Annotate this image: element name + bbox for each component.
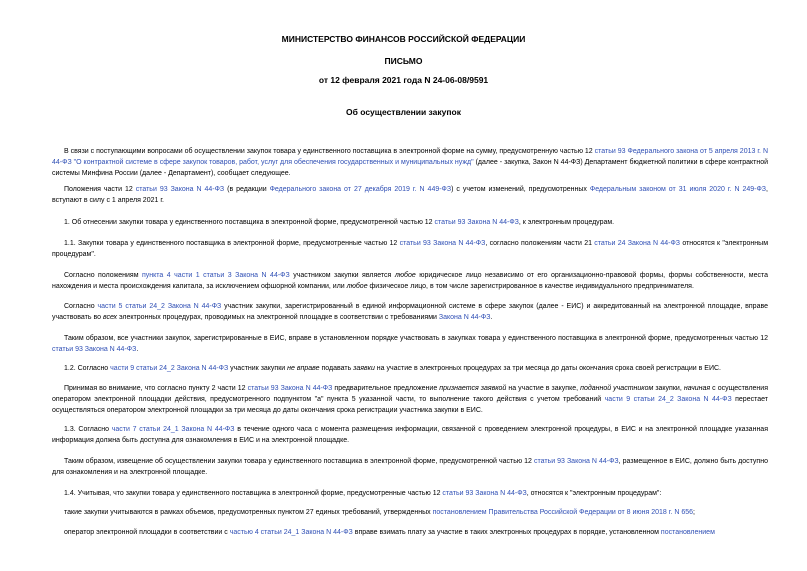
text: .	[136, 346, 139, 353]
text: Таким образом, извещение об осуществлении закупки товара у единственного поставщика в электронной форме, предусмотренной частью 12	[64, 458, 534, 465]
text: 1.1. Закупки товара у единственного поставщика в электронной форме, предусмотренные частью 12	[64, 240, 400, 247]
text: подавать	[319, 365, 354, 372]
text: Положения части 12	[64, 186, 136, 193]
law-link-art93[interactable]: статьи 93 Закона N 44-ФЗ	[434, 219, 519, 226]
text: участник закупки	[228, 365, 288, 372]
emphasis: признается заявкой	[439, 385, 507, 392]
text: Таким образом, все участники закупок, зарегистрированные в ЕИС, вправе в установленном порядке участвовать в закупках товара у единственного поставщика в электронной форме, предусмотренных частью 12	[64, 335, 768, 342]
paragraph-1-1	[52, 238, 768, 260]
text: с осуществления оператором электронной площадки действия, предусмотренного подпунктом "а" пункта 5 указанной части, то выполнение такого действия с учетом требований	[52, 385, 768, 403]
text: (в редакции	[224, 186, 270, 193]
text: В связи с поступающими вопросами об осуществлении закупок товара у единственного поставщика в электронной форме на сумму, предусмотренную частью 12	[64, 148, 595, 155]
law-link-art93[interactable]: статьи 93 Закона N 44-ФЗ	[533, 458, 619, 465]
text: 1.2. Согласно	[64, 365, 111, 372]
text: закупки,	[653, 385, 684, 392]
text: на участие в закупке,	[506, 385, 581, 392]
law-link-art93[interactable]: статьи 93 Закона N 44-ФЗ	[52, 346, 137, 353]
paragraph-1-4	[52, 488, 768, 499]
text: относятся к "электронным процедурам".	[52, 240, 768, 258]
text: 1. Об отнесении закупки товара у единственного поставщика в электронной форме, предусмотренной частью 12	[64, 219, 435, 226]
paragraph-operator-fee	[52, 527, 768, 538]
law-link-449fz[interactable]: Федерального закона от 27 декабря 2019 г. N 449-ФЗ	[269, 186, 452, 193]
law-link-44fz[interactable]: Закона N 44-ФЗ	[438, 314, 491, 321]
paragraph-volumes	[52, 507, 768, 518]
paragraph-intro	[52, 146, 768, 179]
law-link-44fz[interactable]: статьи 93 Федерального закона от 5 апреля 2013 г. N 44-ФЗ "О контрактной системе в сфере закупок товаров, работ, услуг для обеспечения государственных и муниципальных нужд"	[52, 148, 768, 166]
document-date-number: от 12 февраля 2021 года N 24-06-08/9591	[318, 75, 489, 85]
law-link-art24-2-p9[interactable]: части 9 статьи 24_2 Закона N 44-ФЗ	[110, 365, 229, 372]
law-link-resolution-656[interactable]: постановлением Правительства Российской Федерации от 8 июня 2018 г. N 656	[432, 509, 694, 516]
text: 1.3. Согласно	[64, 426, 112, 433]
law-link-resolution[interactable]: постановлением	[660, 529, 715, 536]
text: вправе взимать плату за участие в таких электронных процедурах в порядке, установленном	[352, 529, 661, 536]
text: ) с учетом изменений, предусмотренных	[451, 186, 590, 193]
text: Принимая во внимание, что согласно пункту 2 части 12	[64, 385, 248, 392]
law-link-art93[interactable]: статьи 93 Закона N 44-ФЗ	[399, 240, 486, 247]
paragraph-registered	[52, 301, 768, 323]
text: , вступают в силу с 1 апреля 2021 г.	[52, 186, 768, 204]
emphasis: заявки	[353, 365, 375, 372]
ministry-title: МИНИСТЕРСТВО ФИНАНСОВ РОССИЙСКОЙ ФЕДЕРАЦИИ	[281, 34, 526, 44]
paragraph-preliminary-offer	[52, 383, 768, 416]
law-link-art24-2-p5[interactable]: части 5 статьи 24_2 Закона N 44-ФЗ	[97, 303, 222, 310]
paragraph-conclusion-1	[52, 333, 768, 355]
text: Согласно положениям	[64, 272, 142, 279]
law-link-art24[interactable]: статьи 24 Закона N 44-ФЗ	[594, 240, 681, 247]
law-link-art24-1-p7[interactable]: части 7 статьи 24_1 Закона N 44-ФЗ	[111, 426, 235, 433]
emphasis: любое	[346, 283, 368, 290]
text: Согласно	[64, 303, 98, 310]
law-link-art24-1-p4[interactable]: частью 4 статьи 24_1 Закона N 44-ФЗ	[229, 529, 353, 536]
emphasis: не вправе	[287, 365, 320, 372]
text: ;	[693, 509, 695, 516]
emphasis: поданной участником	[580, 385, 654, 392]
emphasis: начиная	[683, 385, 711, 392]
paragraph-conclusion-2	[52, 456, 768, 478]
document-type: ПИСЬМО	[384, 56, 423, 66]
law-link-art93[interactable]: статьи 93 Закона N 44-ФЗ	[247, 385, 333, 392]
text: участник закупки, зарегистрированный в единой информационной системе в сфере закупок (далее - ЕИС) и аккредитованный на электронной площадке, вправе участвовать во	[52, 303, 769, 321]
text: в течение одного часа с момента размещения информации, связанной с проведением электронной процедуры, в ЕИС и на электронной площадке указанная информация должна быть доступна для ознакомления в ЕИС и на электронной площадке.	[52, 426, 768, 444]
text: электронных процедурах, проводимых на электронной площадке в соответствии с требованиями	[117, 314, 439, 321]
text: на участие в электронных процедурах за три месяца до даты окончания срока своей регистрации в ЕИС.	[374, 365, 721, 372]
law-link-art24-2-p9[interactable]: части 9 статьи 24_2 Закона N 44-ФЗ	[604, 396, 732, 403]
emphasis: всех	[102, 314, 118, 321]
law-link-249fz[interactable]: Федеральным законом от 31 июля 2020 г. N 249-ФЗ	[589, 186, 767, 193]
law-link-art3[interactable]: пункта 4 части 1 статьи 3 Закона N 44-ФЗ	[142, 272, 290, 279]
text: физическое лицо, в том числе зарегистрированное в качестве индивидуального предпринимателя.	[367, 283, 694, 290]
text: перестает осуществляться оператором электронной площадки за три месяца до даты окончания срока регистрации участника закупки в ЕИС.	[52, 396, 768, 414]
text: , к электронным процедурам.	[518, 219, 615, 226]
paragraph-participant	[52, 270, 768, 292]
text: 1.4. Учитывая, что закупки товара у единственного поставщика в электронной форме, предусмотренные частью 12	[64, 490, 443, 497]
text: предварительное предложение	[332, 385, 440, 392]
document-subject: Об осуществлении закупок	[346, 107, 461, 117]
paragraph-effective-date	[52, 184, 768, 206]
text: , относятся к "электронным процедурам":	[526, 490, 662, 497]
text: оператор электронной площадки в соответствии с	[64, 529, 230, 536]
emphasis: любое	[394, 272, 416, 279]
text: , размещенное в ЕИС, должно быть доступно для ознакомления и на электронной площадке.	[52, 458, 768, 476]
text: такие закупки учитываются в рамках объемов, предусмотренных пунктом 27 единых требований, утвержденных	[64, 509, 433, 516]
text: (далее - закупка, Закон N 44-ФЗ) Департамент бюджетной политики в сфере контрактной системы Минфина России (далее - Департамент), сообщает следующее.	[52, 159, 768, 177]
law-link-art93[interactable]: статьи 93 Закона N 44-ФЗ	[135, 186, 225, 193]
text: участником закупки является	[289, 272, 395, 279]
paragraph-section-1	[52, 217, 768, 228]
text: юридическое лицо независимо от его организационно-правовой формы, формы собственности, места нахождения и места происхождения капитала, за исключением офшорной компании, или	[52, 272, 768, 290]
text: .	[490, 314, 493, 321]
text: , согласно положениям части 21	[485, 240, 595, 247]
paragraph-1-2	[52, 363, 768, 374]
paragraph-1-3	[52, 424, 768, 446]
law-link-art93[interactable]: статьи 93 Закона N 44-ФЗ	[442, 490, 527, 497]
